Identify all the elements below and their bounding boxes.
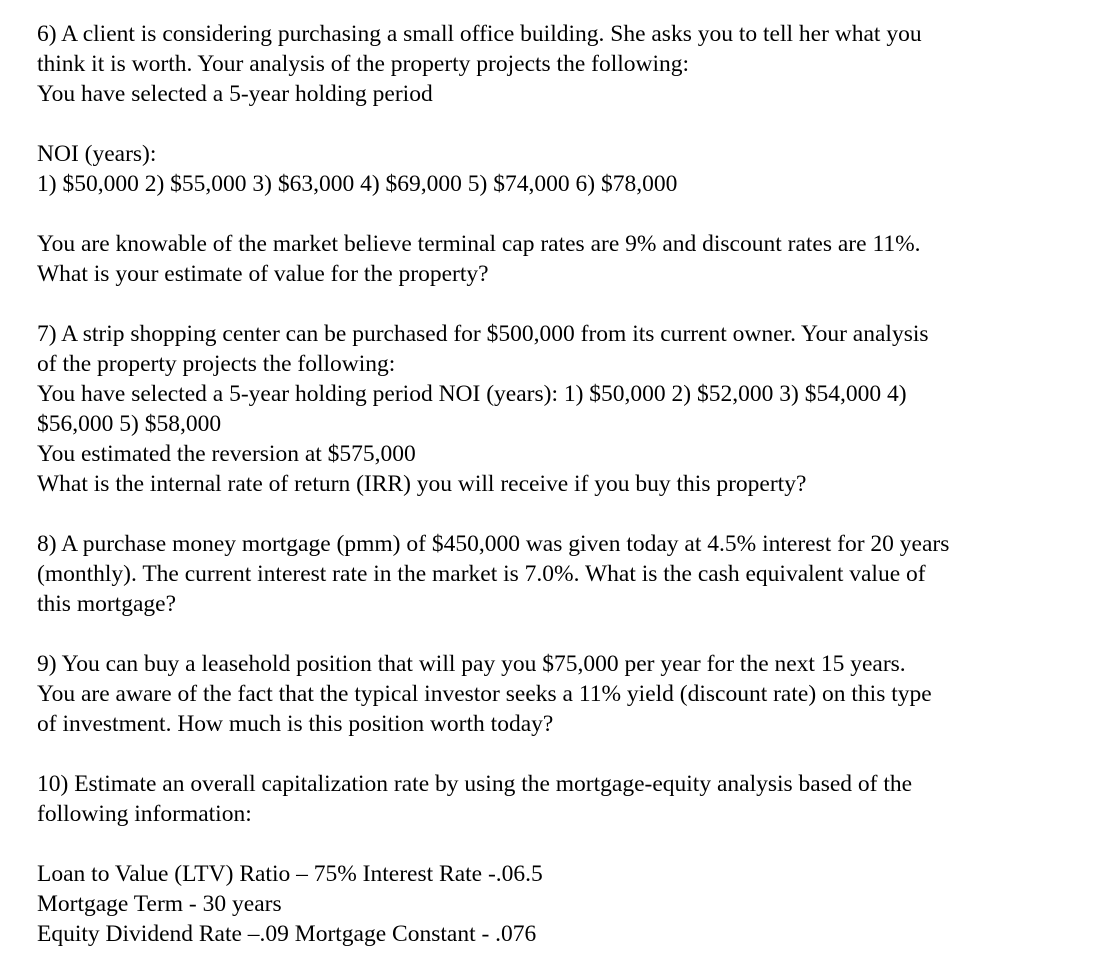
question-7: [37, 319, 1097, 499]
q6-line-2: think it is worth. Your analysis of the property projects the following:: [37, 51, 690, 77]
spacer: [37, 289, 1097, 319]
q6-line-1: 6) A client is considering purchasing a small office building. She asks you to tell her what you: [37, 21, 922, 47]
q10-detail-equity: Equity Dividend Rate –.09 Mortgage Constant - .076: [37, 921, 537, 947]
q8-line-1: 8) A purchase money mortgage (pmm) of $450,000 was given today at 4.5% interest for 20 years: [37, 531, 950, 557]
spacer: [37, 109, 1097, 139]
q10-detail-term: Mortgage Term - 30 years: [37, 891, 282, 917]
question-9: [37, 649, 1097, 739]
q7-line-4: $56,000 5) $58,000: [37, 411, 222, 437]
spacer: [37, 829, 1097, 859]
spacer: [37, 199, 1097, 229]
q10-line-2: following information:: [37, 801, 252, 827]
q7-line-2: of the property projects the following:: [37, 351, 396, 377]
q9-line-1: 9) You can buy a leasehold position that will pay you $75,000 per year for the next 15 years.: [37, 651, 906, 677]
spacer: [37, 499, 1097, 529]
q7-line-5: You estimated the reversion at $575,000: [37, 441, 416, 467]
question-6: [37, 19, 1097, 289]
spacer: [37, 739, 1097, 769]
q6-closing-2: What is your estimate of value for the property?: [37, 261, 489, 287]
spacer: [37, 619, 1097, 649]
question-10: [37, 769, 1097, 949]
document-body: [37, 19, 1097, 949]
q6-noi-heading: NOI (years):: [37, 141, 157, 167]
q6-noi-values: 1) $50,000 2) $55,000 3) $63,000 4) $69,000 5) $74,000 6) $78,000: [37, 171, 678, 197]
q9-line-3: of investment. How much is this position worth today?: [37, 711, 554, 737]
q6-line-3: You have selected a 5-year holding period: [37, 81, 433, 107]
question-8: [37, 529, 1097, 619]
q8-line-2: (monthly). The current interest rate in the market is 7.0%. What is the cash equivalent value of: [37, 561, 926, 587]
q10-line-1: 10) Estimate an overall capitalization rate by using the mortgage-equity analysis based of the: [37, 771, 913, 797]
q10-detail-ltv: Loan to Value (LTV) Ratio – 75% Interest Rate -.06.5: [37, 861, 543, 887]
q9-line-2: You are aware of the fact that the typical investor seeks a 11% yield (discount rate) on this type: [37, 681, 932, 707]
q7-line-3: You have selected a 5-year holding period NOI (years): 1) $50,000 2) $52,000 3) $54,000 4): [37, 381, 907, 407]
q6-closing-1: You are knowable of the market believe terminal cap rates are 9% and discount rates are 11%.: [37, 231, 921, 257]
q7-line-1: 7) A strip shopping center can be purchased for $500,000 from its current owner. Your analysis: [37, 321, 929, 347]
q7-line-6: What is the internal rate of return (IRR) you will receive if you buy this property?: [37, 471, 807, 497]
q8-line-3: this mortgage?: [37, 591, 177, 617]
